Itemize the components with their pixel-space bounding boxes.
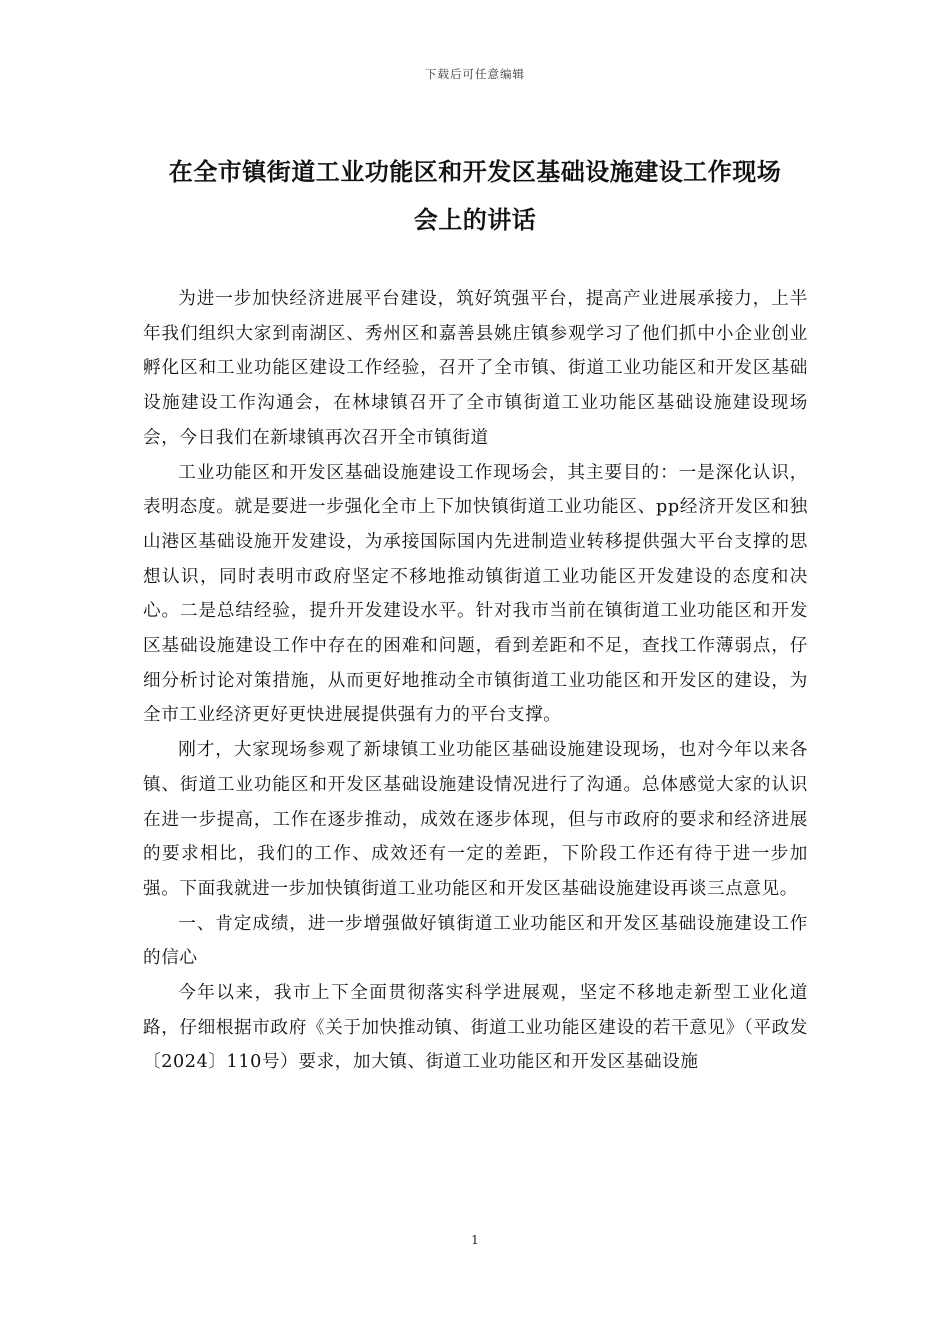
document-title [135, 148, 815, 244]
body-text [143, 282, 808, 1080]
title-line-2: 会上的讲话 [413, 206, 537, 234]
paragraph-4: 今年以来，我市上下全面贯彻落实科学进展观，坚定不移地走新型工业化道路，仔细根据市政府《关于加快推动镇、街道工业功能区建设的若干意见》（平政发〔2024〕110号）要求，加大镇、街道工业功能区和开发区基础设施 [143, 983, 808, 1073]
paragraph-2: 工业功能区和开发区基础设施建设工作现场会，其主要目的：一是深化认识，表明态度。就是要进一步强化全市上下加快镇街道工业功能区、pp经济开发区和独山港区基础设施开发建设，为承接国际国内先进制造业转移提供强大平台支撑的思想认识，同时表明市政府坚定不移地推动镇街道工业功能区开发建设的态度和决心。二是总结经验，提升开发建设水平。针对我市当前在镇街道工业功能区和开发区基础设施建设工作中存在的困难和问题，看到差距和不足，查找工作薄弱点，仔细分析讨论对策措施，从而更好地推动全市镇街道工业功能区和开发区的建设，为全市工业经济更好更快进展提供强有力的平台支撑。 [143, 462, 808, 726]
paragraph-3: 刚才，大家现场参观了新埭镇工业功能区基础设施建设现场，也对今年以来各镇、街道工业功能区和开发区基础设施建设情况进行了沟通。总体感觉大家的认识在进一步提高，工作在逐步推动，成效在逐步体现，但与市政府的要求和经济进展的要求相比，我们的工作、成效还有一定的差距，下阶段工作还有待于进一步加强。下面我就进一步加快镇街道工业功能区和开发区基础设施建设再谈三点意见。 [143, 740, 808, 899]
section-heading-1: 一、肯定成绩，进一步增强做好镇街道工业功能区和开发区基础设施建设工作的信心 [143, 913, 808, 969]
paragraph-1: 为进一步加快经济进展平台建设，筑好筑强平台，提高产业进展承接力，上半年我们组织大家到南湖区、秀州区和嘉善县姚庄镇参观学习了他们抓中小企业创业孵化区和工业功能区建设工作经验，召开了全市镇、街道工业功能区和开发区基础设施建设工作沟通会，在林埭镇召开了全市镇街道工业功能区基础设施建设现场会，今日我们在新埭镇再次召开全市镇街道 [143, 289, 808, 448]
header-note: 下载后可任意编辑 [425, 67, 525, 81]
title-line-1: 在全市镇街道工业功能区和开发区基础设施建设工作现场 [168, 158, 782, 186]
page-number: 1 [471, 1233, 479, 1247]
